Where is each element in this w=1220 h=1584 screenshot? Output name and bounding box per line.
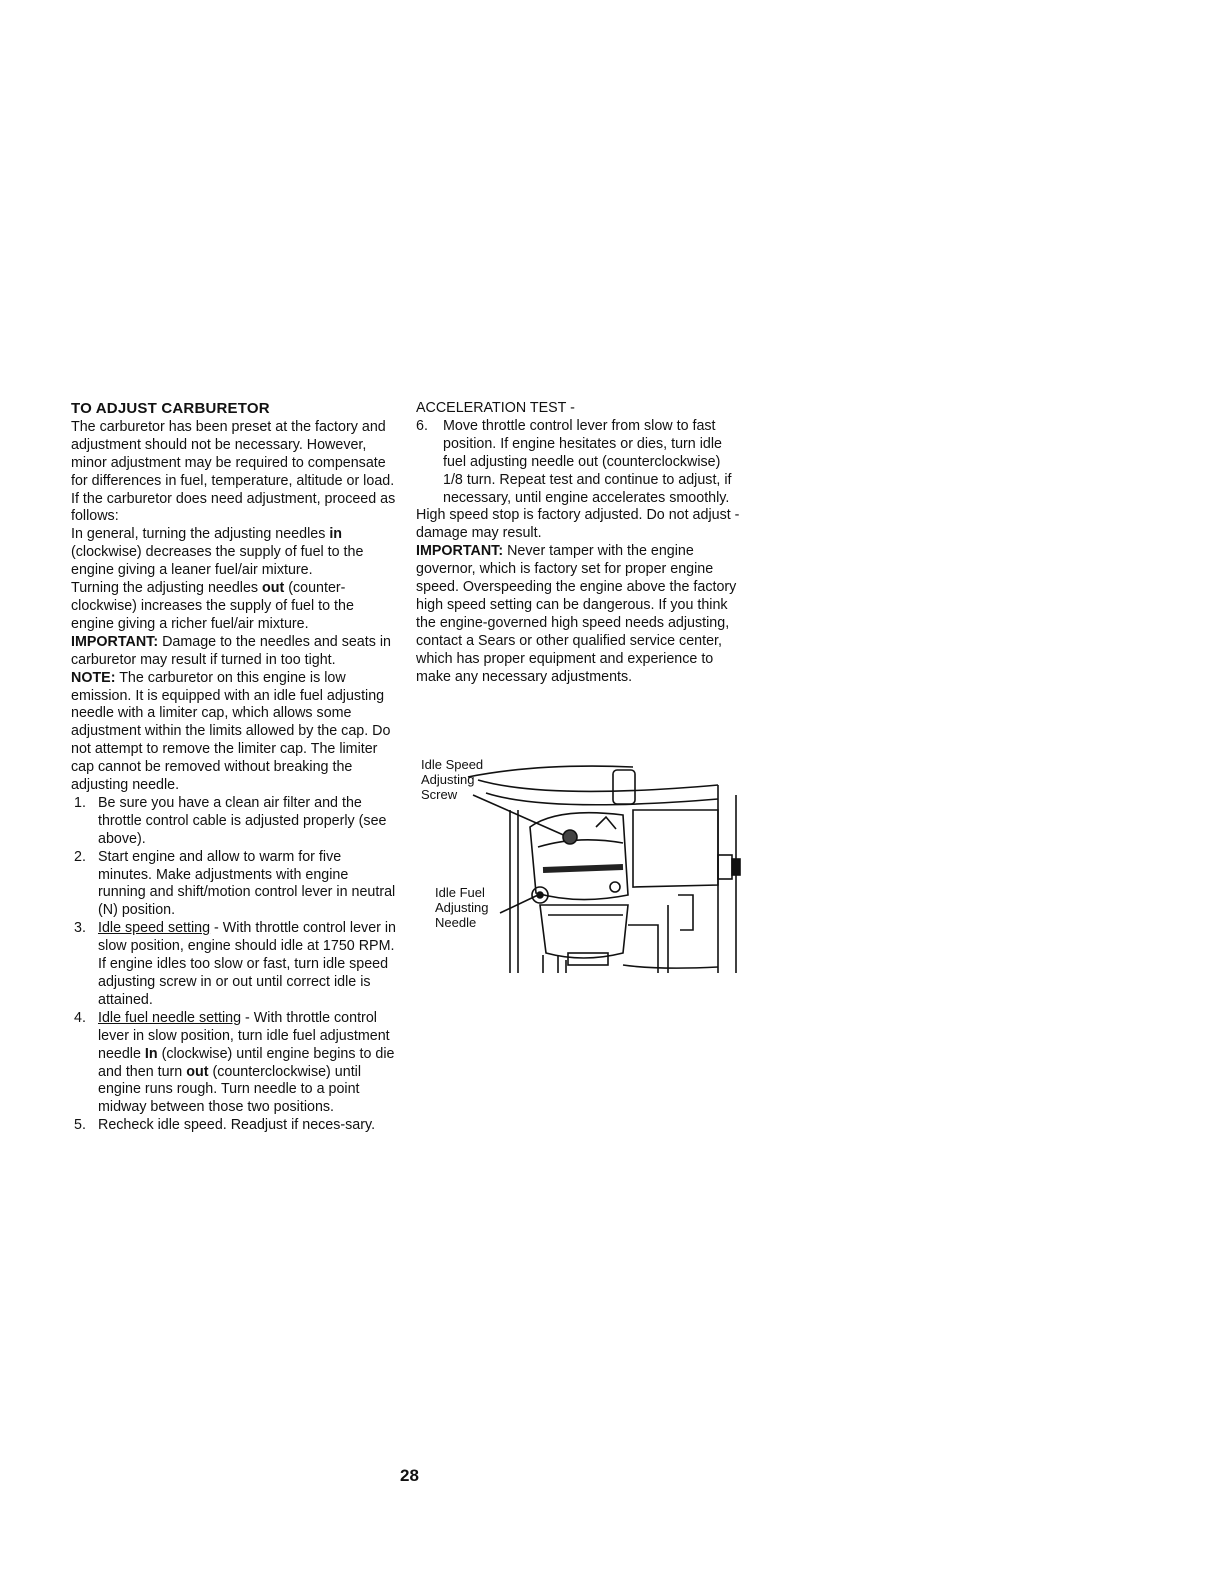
intro-paragraph: The carburetor has been preset at the factory and adjustment should not be necessary. However, minor adjustment may be required to compensate for differences in fuel, temperature, altitude or load. If the carburetor does need adjustment, proceed as follows: <box>71 418 396 525</box>
acceleration-heading: ACCELERATION TEST - <box>416 400 575 416</box>
bowl-drain <box>568 953 608 965</box>
steps-list <box>71 795 399 1135</box>
step-number: 3. <box>74 920 86 937</box>
high-speed-paragraph: High speed stop is factory adjusted. Do not adjust - damage may result. <box>416 507 740 542</box>
label-line: Idle Speed <box>421 757 484 772</box>
general-out-suffix: (counter-clockwise) increases the supply of fuel to the engine giving a richer fuel/air mixture. <box>71 580 354 632</box>
step-number: 4. <box>74 1009 86 1026</box>
important-label: IMPORTANT: <box>71 633 159 650</box>
in-word: in <box>329 526 343 543</box>
frame-detail <box>543 955 566 973</box>
general-in-prefix: In general, turning the adjusting needles <box>71 526 330 543</box>
general-in-suffix: (clockwise) decreases the supply of fuel to the engine giving a leaner fuel/air mixture. <box>71 544 364 579</box>
step-number: 6. <box>416 417 428 434</box>
step-title: Idle speed setting <box>98 920 211 937</box>
step-text: (clockwise) until engine begins to die and then turn <box>98 1045 395 1080</box>
fuel-bowl <box>540 905 628 958</box>
note-text: The carburetor on this engine is low emission. It is equipped with an idle fuel adjusting needle with a limiter cap, which allows some adjustment within the limits allowed by the cap. Do not attempt to remove the limiter cap. The limiter cap cannot be removed without breaking the adjusting needle. <box>71 669 391 794</box>
important-paragraph <box>416 543 740 686</box>
list-item <box>71 795 399 849</box>
general-out-prefix: Turning the adjusting needles <box>71 580 263 597</box>
label-line: Needle <box>435 915 477 930</box>
step-text: (counterclockwise) until engine runs rough. Turn needle to a point midway between those two positions. <box>98 1063 362 1116</box>
note-label: NOTE: <box>71 669 116 686</box>
list-item <box>71 1010 399 1117</box>
in-word: In <box>144 1045 158 1062</box>
list-item <box>416 418 740 508</box>
fuel-line <box>486 793 718 805</box>
important-text: Damage to the needles and seats in carburetor may result if turned in too tight. <box>71 633 391 668</box>
steps-list <box>416 418 740 508</box>
page-number: 28 <box>400 1466 419 1485</box>
body-detail <box>538 840 623 847</box>
step-number: 2. <box>74 848 86 865</box>
list-item <box>71 1117 399 1135</box>
out-word: out <box>262 580 285 597</box>
step-title: Idle fuel needle setting <box>98 1009 242 1026</box>
bolt <box>610 882 620 892</box>
section-heading: TO ADJUST CARBURETOR <box>71 400 270 417</box>
list-item <box>71 920 399 1010</box>
important-label: IMPORTANT: <box>416 543 504 560</box>
label-line: Adjusting <box>421 772 475 787</box>
important-text: Never tamper with the engine governor, which is factory set for proper engine speed. Overspeeding the engine above the factory high speed setting can be dangerous. If you think the engine-governed high speed needs adjusting, contact a Sears or other qualified service center, which has proper equipment and experience to make any necessary adjustments. <box>416 543 737 685</box>
step-text: Recheck idle speed. Readjust if neces-sary. <box>98 1117 376 1134</box>
step-number: 5. <box>74 1117 86 1134</box>
carburetor-illustration <box>418 755 748 980</box>
step-text: Move throttle control lever from slow to fast position. If engine hesitates or dies, turn idle fuel adjusting needle out (counterclockwise) 1/8 turn. Repeat test and continue to adjust, if necessary, until engine accelerates smoothly. <box>443 417 732 506</box>
needle-center <box>537 892 543 898</box>
label-line: Screw <box>421 787 458 802</box>
engine-housing <box>633 810 718 887</box>
step-text: Start engine and allow to warm for five minutes. Make adjustments with engine running and shift/motion control lever in neutral (N) position. <box>98 848 396 919</box>
note-paragraph <box>71 670 399 795</box>
fuel-line <box>478 780 718 791</box>
label-line: Idle Fuel <box>435 885 485 900</box>
leader-line <box>468 766 633 777</box>
idle-speed-screw <box>563 830 577 844</box>
important-paragraph <box>71 634 399 670</box>
linkage <box>596 817 616 829</box>
engine-detail <box>623 965 718 968</box>
step-number: 1. <box>74 794 86 811</box>
left-column <box>71 400 399 1135</box>
right-column <box>416 400 740 687</box>
list-item <box>71 849 399 921</box>
out-word: out <box>186 1063 209 1080</box>
fitting-cap <box>732 859 740 875</box>
throttle-shaft <box>543 867 623 870</box>
step-text: - With throttle control lever in slow position, turn idle fuel adjustment needle <box>98 1009 390 1062</box>
tube-clamp <box>613 770 635 804</box>
step-text: - With throttle control lever in slow position, engine should idle at 1750 RPM. If engine idles too slow or fast, turn idle speed adjusting screw in or out until correct idle is attained. <box>98 920 397 1008</box>
step-text: Be sure you have a clean air filter and the throttle control cable is adjusted properly (see above). <box>98 794 387 847</box>
engine-detail <box>628 895 693 973</box>
label-line: Adjusting <box>435 900 489 915</box>
general-in-paragraph <box>71 526 399 580</box>
fitting <box>718 855 732 879</box>
general-out-paragraph <box>71 580 399 634</box>
carburetor-figure <box>418 755 748 980</box>
